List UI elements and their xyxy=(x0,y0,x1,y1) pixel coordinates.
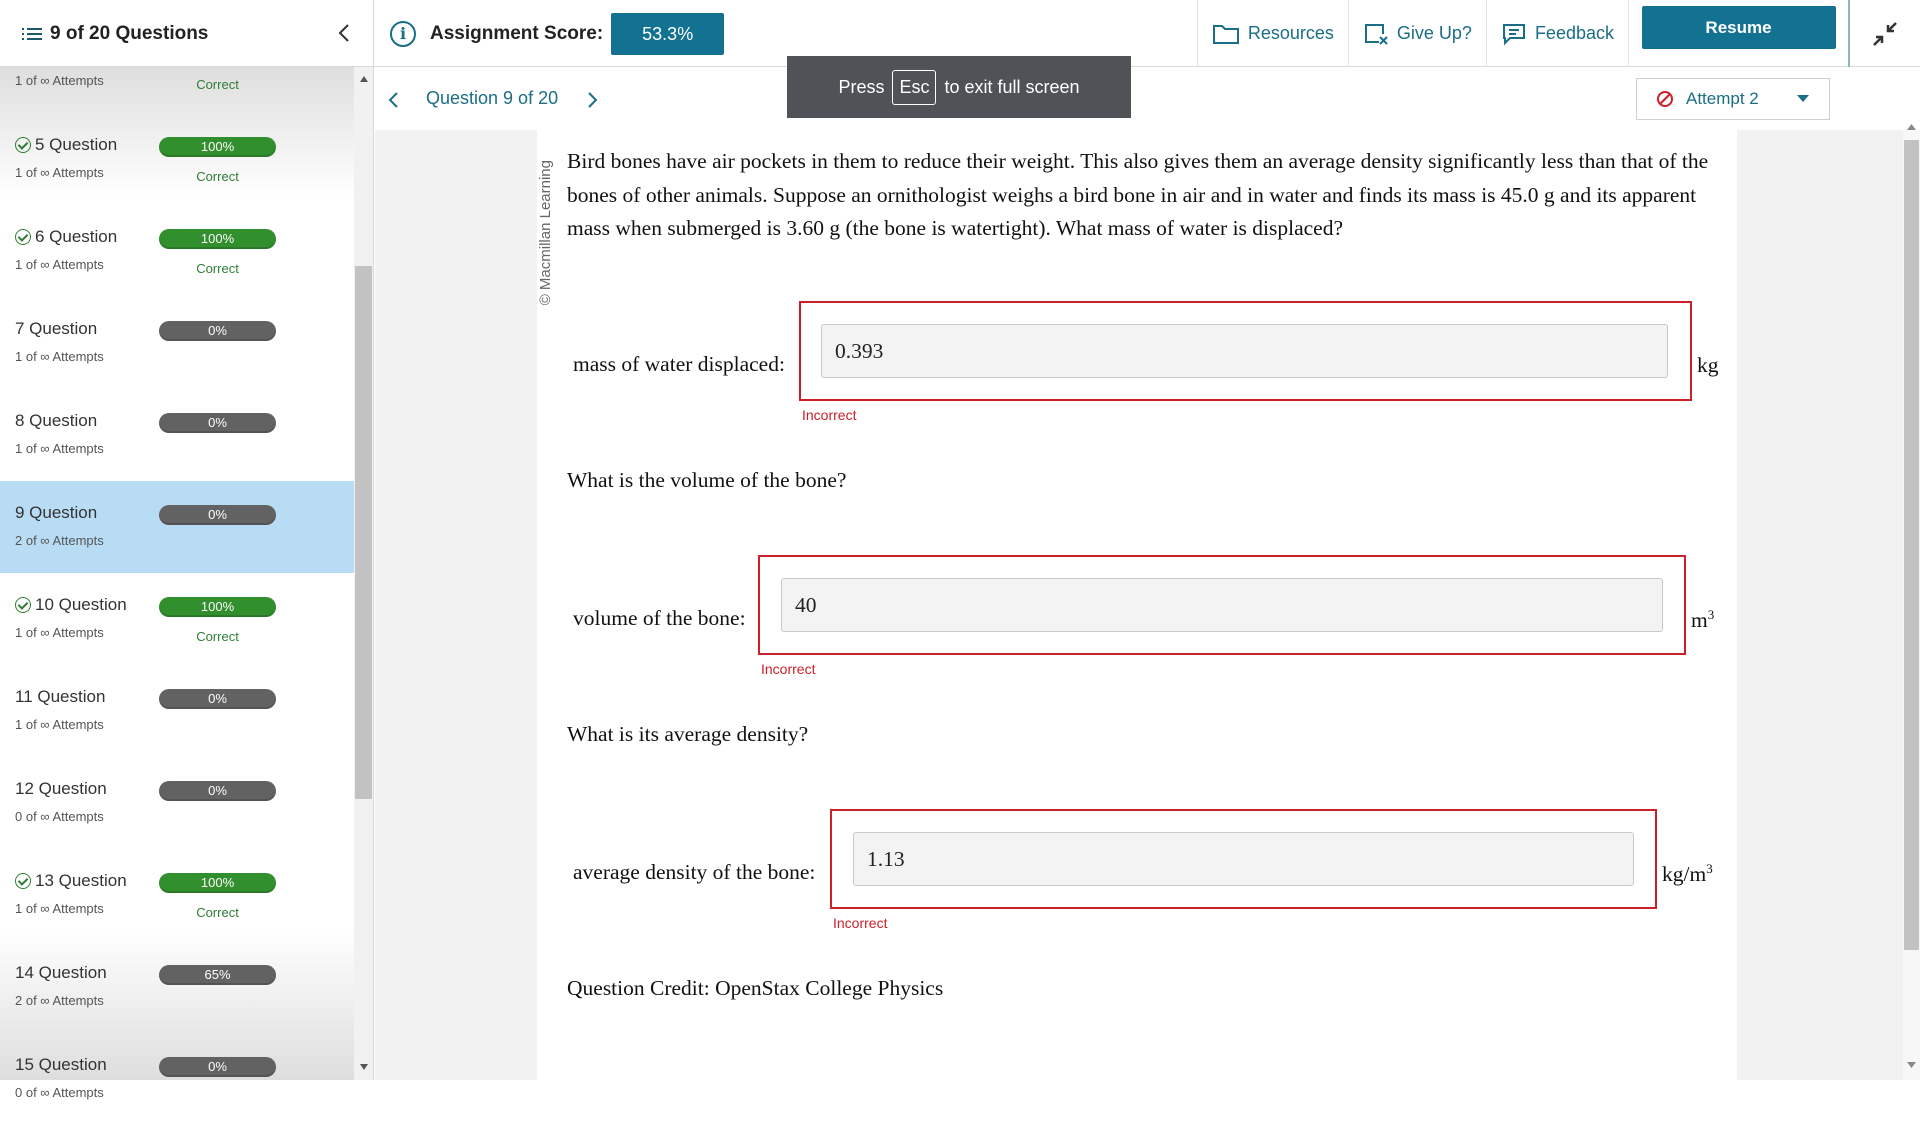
attempt-dropdown[interactable] xyxy=(1636,78,1830,120)
check-circle-icon xyxy=(15,597,31,613)
sidebar-scrollbar-thumb[interactable] xyxy=(355,266,372,799)
question-text: Bird bones have air pockets in them to reduce their weight. This also gives them an average density significantly less than that of the bones of other animals. Suppose an ornithologist weighs a bird bone in air and in water and finds its mass is 45.0 g and its apparent mass when submerged is 3.60 g (the bone is watertight). What mass of water is displaced? xyxy=(567,149,1709,240)
feedback-density: Incorrect xyxy=(833,915,888,931)
unit-mass xyxy=(1697,353,1719,378)
toast-esc-key: Esc xyxy=(892,70,936,105)
folder-icon xyxy=(1212,23,1240,45)
assignment-score-label: Assignment Score: xyxy=(430,22,604,44)
question-name xyxy=(15,411,97,431)
question-count-title: 9 of 20 Questions xyxy=(50,22,209,44)
score-pill: 100% xyxy=(159,597,276,617)
assignment-score-area xyxy=(390,0,724,67)
question-name-text: 8 Question xyxy=(15,411,98,430)
attempt-label: Attempt 2 xyxy=(1686,89,1759,108)
question-sidebar xyxy=(0,67,354,1100)
question-status: Correct xyxy=(196,905,239,920)
question-name-text: 13 Question xyxy=(35,871,127,890)
question-name xyxy=(15,319,97,339)
unit-volume xyxy=(1691,607,1714,633)
answer-label-mass: mass of water displaced: xyxy=(573,352,785,376)
unit-volume-exponent: 3 xyxy=(1707,607,1715,622)
feedback-icon xyxy=(1501,22,1527,46)
unit-density xyxy=(1662,861,1713,887)
give-up-button[interactable] xyxy=(1348,0,1486,67)
score-pill: 0% xyxy=(159,505,276,525)
density-input[interactable] xyxy=(853,832,1634,886)
check-circle-icon xyxy=(15,137,31,153)
question-status: Correct xyxy=(196,629,239,644)
resume-button[interactable]: Resume xyxy=(1642,6,1836,49)
volume-input[interactable] xyxy=(781,578,1663,632)
resume-area xyxy=(1628,0,1848,67)
score-pill: 65% xyxy=(159,965,276,985)
question-attempts: 1 of ∞ Attempts xyxy=(15,901,104,916)
exit-fullscreen-icon xyxy=(1870,19,1900,49)
top-actions xyxy=(1197,0,1920,67)
question-name xyxy=(15,227,117,247)
question-attempts: 2 of ∞ Attempts xyxy=(15,533,104,548)
unit-density-exponent: 3 xyxy=(1706,861,1713,876)
info-icon[interactable]: i xyxy=(390,21,416,47)
previous-question-chevron-icon[interactable] xyxy=(386,90,402,110)
score-pill: 0% xyxy=(159,689,276,709)
resources-label: Resources xyxy=(1247,23,1334,43)
sidebar-item-question[interactable] xyxy=(0,757,354,849)
publisher-credit-text: © Macmillan Learning xyxy=(537,160,554,306)
sidebar-item-question[interactable] xyxy=(0,205,354,297)
sidebar-item-question[interactable] xyxy=(0,941,354,1033)
feedback-volume: Incorrect xyxy=(761,661,816,677)
sidebar-item-question[interactable] xyxy=(0,573,354,665)
question-status: Correct xyxy=(196,77,239,92)
score-pill: 100% xyxy=(159,873,276,893)
question-name-text: 14 Question xyxy=(15,963,107,982)
question-name xyxy=(15,595,127,615)
question-attempts: 1 of ∞ Attempts xyxy=(15,257,104,272)
question-name-text: 6 Question xyxy=(35,227,118,246)
feedback-button[interactable] xyxy=(1486,0,1628,67)
caret-down-icon xyxy=(1797,95,1809,102)
resources-button[interactable] xyxy=(1197,0,1348,67)
question-name xyxy=(15,503,97,523)
give-up-icon xyxy=(1363,22,1389,46)
fullscreen-toast xyxy=(787,56,1131,118)
question-status: Correct xyxy=(196,261,239,276)
sidebar-item-question[interactable] xyxy=(0,481,354,573)
mass-displaced-input[interactable] xyxy=(821,324,1668,378)
score-pill: 0% xyxy=(159,321,276,341)
answer-label-volume: volume of the bone: xyxy=(573,606,746,630)
main-scrollbar-thumb[interactable] xyxy=(1904,140,1919,950)
question-attempts: 0 of ∞ Attempts xyxy=(15,1085,104,1100)
question-name-text: 5 Question xyxy=(35,135,118,154)
next-question-chevron-icon[interactable] xyxy=(584,90,600,110)
question-attempts: 1 of ∞ Attempts xyxy=(15,73,104,88)
sub-question-volume: What is the volume of the bone? xyxy=(567,468,847,492)
exit-fullscreen-button[interactable] xyxy=(1848,0,1920,67)
assignment-score-badge: 53.3% xyxy=(611,13,724,55)
question-attempts: 0 of ∞ Attempts xyxy=(15,809,104,824)
score-pill: 0% xyxy=(159,781,276,801)
question-attempts: 1 of ∞ Attempts xyxy=(15,349,104,364)
sidebar-item-question[interactable] xyxy=(0,113,354,205)
question-name xyxy=(15,687,105,707)
question-name-text: 15 Question xyxy=(15,1055,107,1074)
unit-mass-text: kg xyxy=(1697,353,1719,377)
question-name xyxy=(15,871,127,891)
score-pill: 0% xyxy=(159,413,276,433)
question-name-text: 7 Question xyxy=(15,319,98,338)
feedback-mass: Incorrect xyxy=(802,407,857,423)
score-pill: 100% xyxy=(159,137,276,157)
question-attempts: 2 of ∞ Attempts xyxy=(15,993,104,1008)
question-name-text: 10 Question xyxy=(35,595,127,614)
question-nav-label: Question 9 of 20 xyxy=(426,88,559,108)
publisher-credit xyxy=(537,160,559,335)
question-name-text: 9 Question xyxy=(15,503,98,522)
question-attempts: 1 of ∞ Attempts xyxy=(15,441,104,456)
question-name xyxy=(15,135,117,155)
question-attempts: 1 of ∞ Attempts xyxy=(15,165,104,180)
question-name xyxy=(15,963,107,983)
question-name xyxy=(15,779,107,799)
question-attempts: 1 of ∞ Attempts xyxy=(15,717,104,732)
sidebar-item-question[interactable] xyxy=(0,665,354,757)
toast-press: Press xyxy=(838,76,885,97)
question-name-text: 12 Question xyxy=(15,779,107,798)
sub-question-density: What is its average density? xyxy=(567,722,809,746)
answer-label-density: average density of the bone: xyxy=(573,860,816,884)
question-attempts: 1 of ∞ Attempts xyxy=(15,625,104,640)
question-credit: Question Credit: OpenStax College Physics xyxy=(567,976,944,1000)
give-up-label: Give Up? xyxy=(1396,23,1472,43)
question-name-text: 11 Question xyxy=(15,687,106,706)
question-name xyxy=(15,1055,107,1075)
sidebar-item-question[interactable] xyxy=(0,1033,354,1125)
feedback-label: Feedback xyxy=(1534,23,1614,43)
check-circle-icon xyxy=(15,873,31,889)
unit-volume-text: m xyxy=(1691,608,1708,633)
score-pill: 0% xyxy=(159,1057,276,1077)
sidebar-item-question[interactable] xyxy=(0,849,354,941)
ban-icon xyxy=(1656,90,1674,108)
toast-message: to exit full screen xyxy=(944,76,1080,97)
score-pill: 100% xyxy=(159,229,276,249)
sidebar-item-question[interactable] xyxy=(0,297,354,389)
sidebar-item-question[interactable] xyxy=(0,389,354,481)
sidebar-item-partial[interactable] xyxy=(0,21,354,113)
question-status: Correct xyxy=(196,169,239,184)
unit-density-text: kg/m xyxy=(1662,862,1707,887)
check-circle-icon xyxy=(15,229,31,245)
